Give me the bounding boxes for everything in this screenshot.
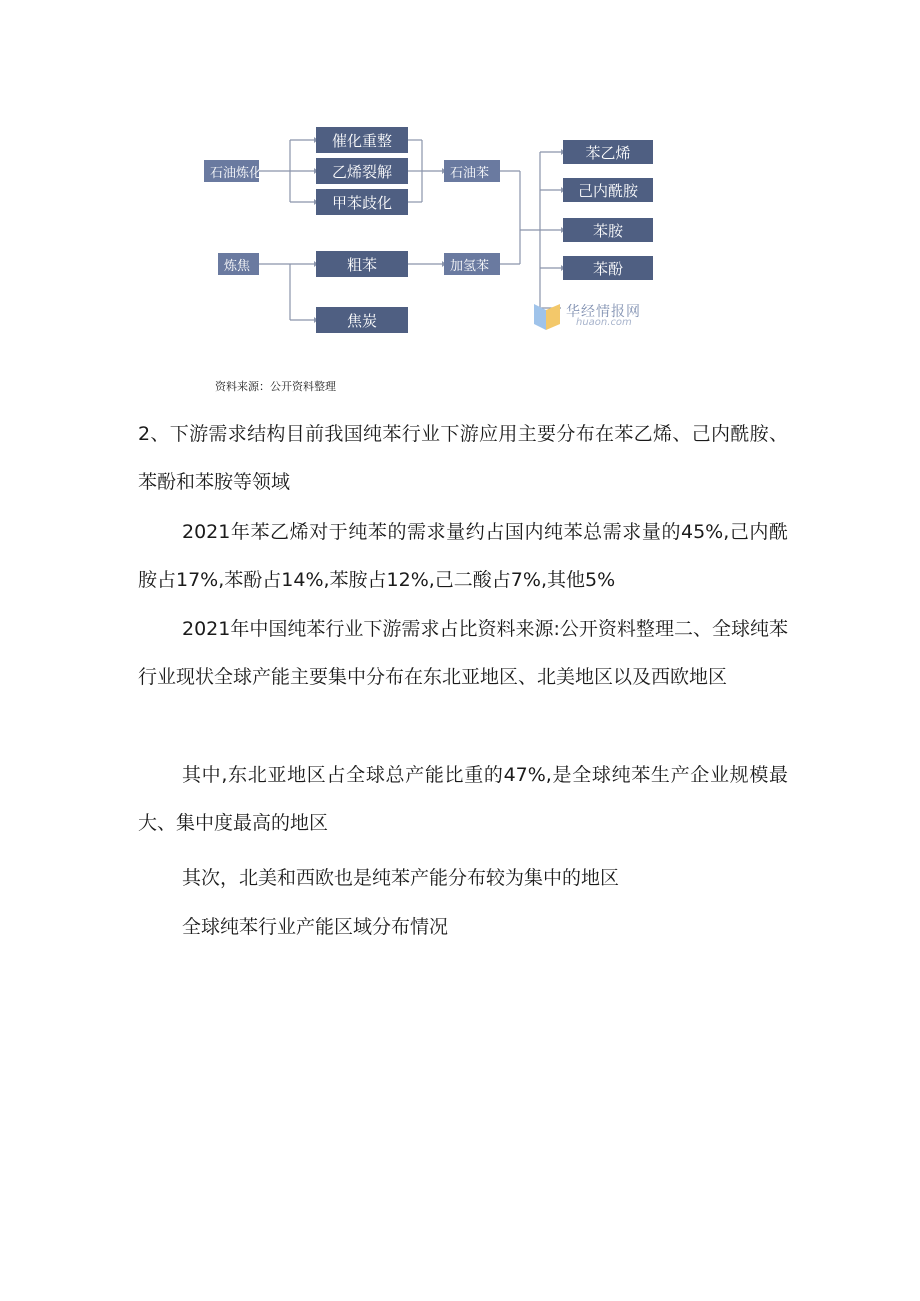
product-aniline: 苯胺 [563, 218, 653, 242]
watermark [532, 300, 656, 330]
product-caprolactam: 己内酰胺 [563, 178, 653, 202]
source-coking: 炼焦 [218, 253, 259, 275]
paragraph-capacity-distribution-title: 全球纯苯行业产能区域分布情况 [182, 916, 449, 938]
watermark-url: huaon.com [576, 317, 632, 328]
process-flow-diagram [0, 0, 920, 360]
watermark-text: 华经情报网 [566, 304, 641, 320]
paragraph-northeast-asia: 其中,东北亚地区占全球总产能比重的47%,是全球纯苯生产企业规模最大、集中度最高的地区 [138, 764, 788, 834]
source-petroleum-refining: 石油炼化 [204, 160, 259, 182]
process-coke: 焦炭 [316, 307, 408, 333]
paragraph-north-america-europe: 其次，北美和西欧也是纯苯产能分布较为集中的地区 [182, 867, 620, 889]
paragraph-downstream-structure: 2、下游需求结构目前我国纯苯行业下游应用主要分布在苯乙烯、己内酰胺、苯酚和苯胺等领域 [138, 423, 788, 493]
intermediate-hydro-benzene: 加氢苯 [444, 253, 500, 275]
intermediate-petroleum-benzene: 石油苯 [444, 160, 500, 182]
process-crude-benzene: 粗苯 [316, 251, 408, 277]
watermark-logo-icon [532, 300, 562, 330]
process-toluene-disproportionation: 甲苯歧化 [316, 189, 408, 215]
process-catalytic-reforming: 催化重整 [316, 127, 408, 153]
process-ethylene-cracking: 乙烯裂解 [316, 158, 408, 184]
product-phenol: 苯酚 [563, 256, 653, 280]
paragraph-global-status: 2021年中国纯苯行业下游需求占比资料来源:公开资料整理二、全球纯苯行业现状全球产能主要集中分布在东北亚地区、北美地区以及西欧地区 [138, 618, 788, 688]
product-styrene: 苯乙烯 [563, 140, 653, 164]
figure-caption: 资料来源：公开资料整理 [215, 380, 336, 393]
paragraph-demand-share: 2021年苯乙烯对于纯苯的需求量约占国内纯苯总需求量的45%,己内酰胺占17%,苯酚占14%,苯胺占12%,己二酸占7%,其他5% [138, 521, 788, 591]
